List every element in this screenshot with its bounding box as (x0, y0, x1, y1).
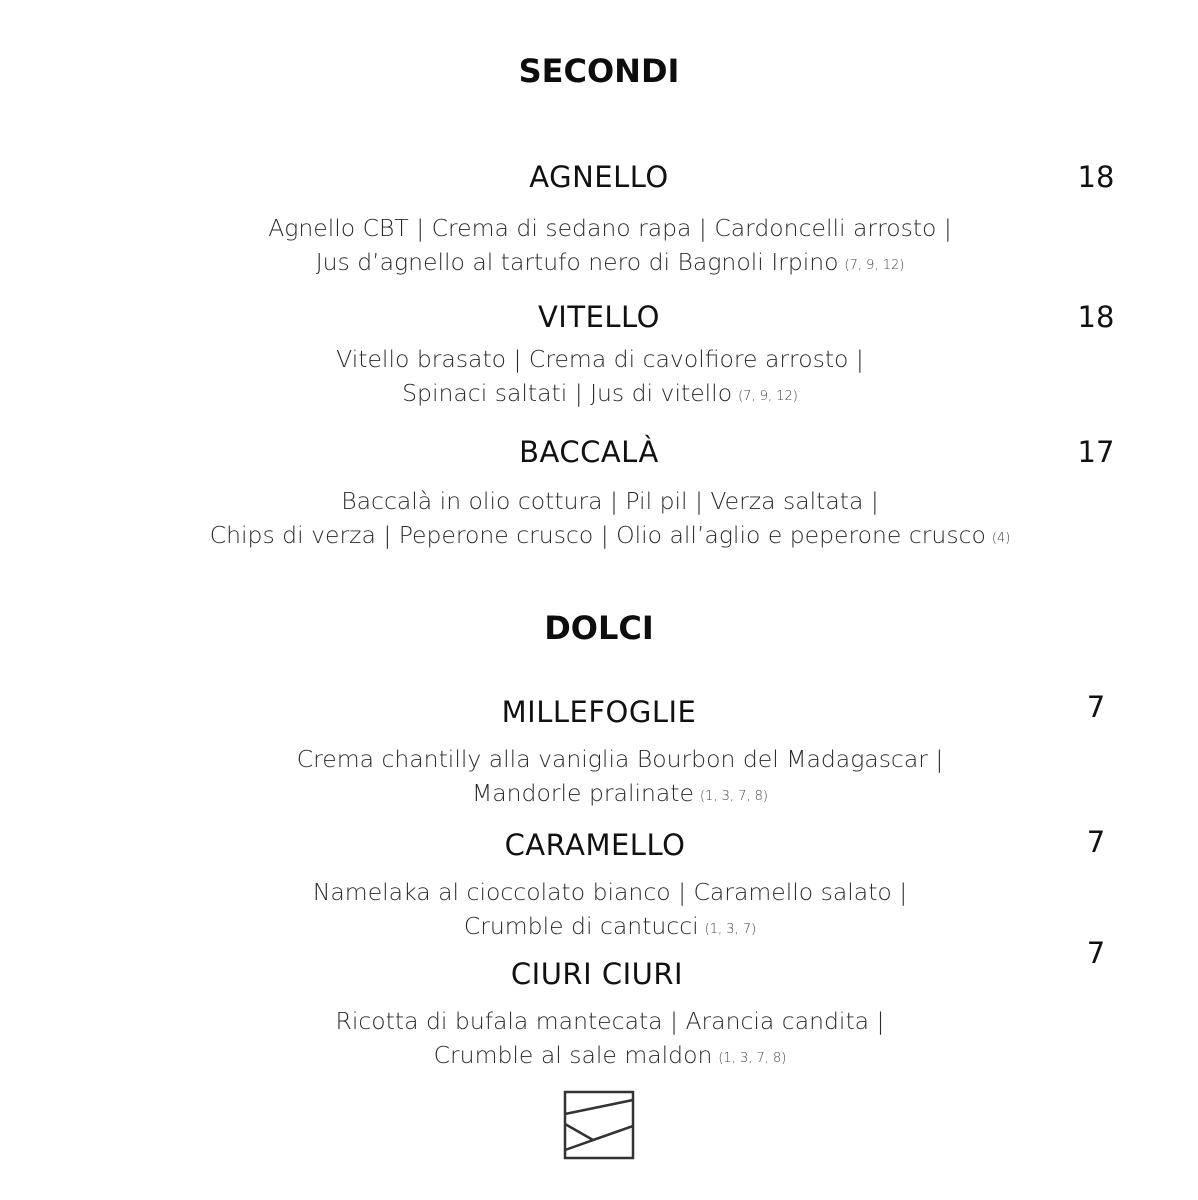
price-baccala: 17 (1077, 435, 1115, 469)
description-line-2: Mandorle pralinate (1, 3, 7, 8) (471, 779, 769, 807)
section-title-dolci: DOLCI (544, 609, 654, 647)
description-line-2: Crumble al sale maldon (1, 3, 7, 8) (433, 1041, 787, 1069)
description-line-2: Jus d’agnello al tartufo nero di Bagnoli Irpino (7, 9, 12) (315, 248, 905, 276)
allergens-note: (1, 3, 7) (704, 922, 757, 937)
dish-name-ciuri-ciuri: CIURI CIURI (510, 957, 684, 991)
description-line-1: Agnello CBT | Crema di sedano rapa | Cardoncelli arrosto | (268, 214, 952, 242)
price-millefoglie: 7 (1086, 690, 1106, 724)
description-line-1: Vitello brasato | Crema di cavolfiore arrosto | (336, 345, 864, 373)
allergens-note: (7, 9, 12) (844, 258, 905, 273)
description-line-2: Spinaci saltati | Jus di vitello (7, 9, 12) (402, 379, 798, 407)
description-line-1: Baccalà in olio cottura | Pil pil | Verza saltata | (341, 487, 879, 515)
dish-name-caramello: CARAMELLO (504, 828, 686, 862)
price-agnello: 18 (1077, 160, 1115, 194)
dish-description-agnello (200, 211, 1020, 283)
description-line-1: Ricotta di bufala mantecata | Arancia candita | (335, 1007, 885, 1035)
dish-description-baccala (150, 484, 1070, 556)
allergens-note: (4) (991, 531, 1011, 546)
allergens-note: (1, 3, 7, 8) (699, 789, 769, 804)
allergens-note: (7, 9, 12) (738, 389, 798, 404)
dish-description-millefoglie (220, 742, 1020, 814)
description-line-2: Crumble di cantucci (1, 3, 7) (463, 912, 757, 940)
price-ciuri-ciuri: 7 (1086, 936, 1106, 970)
dish-description-vitello (250, 342, 950, 414)
dish-description-ciuri-ciuri (250, 1004, 970, 1076)
dish-name-agnello: AGNELLO (529, 160, 669, 194)
description-line-1: Namelaka al cioccolato bianco | Caramello salato | (312, 878, 908, 906)
allergens-note: (1, 3, 7, 8) (718, 1051, 787, 1066)
section-title-secondi: SECONDI (518, 52, 680, 90)
description-line-1: Crema chantilly alla vaniglia Bourbon del Madagascar | (296, 745, 944, 773)
dish-name-vitello: VITELLO (537, 300, 661, 334)
dish-name-millefoglie: MILLEFOGLIE (501, 695, 697, 729)
dish-name-baccala: BACCALÀ (519, 435, 659, 469)
price-caramello: 7 (1086, 825, 1106, 859)
price-vitello: 18 (1077, 300, 1115, 334)
restaurant-logo-icon (563, 1090, 635, 1162)
dish-description-caramello (230, 875, 990, 947)
description-line-2: Chips di verza | Peperone crusco | Olio all’aglio e peperone crusco (4) (209, 521, 1011, 549)
